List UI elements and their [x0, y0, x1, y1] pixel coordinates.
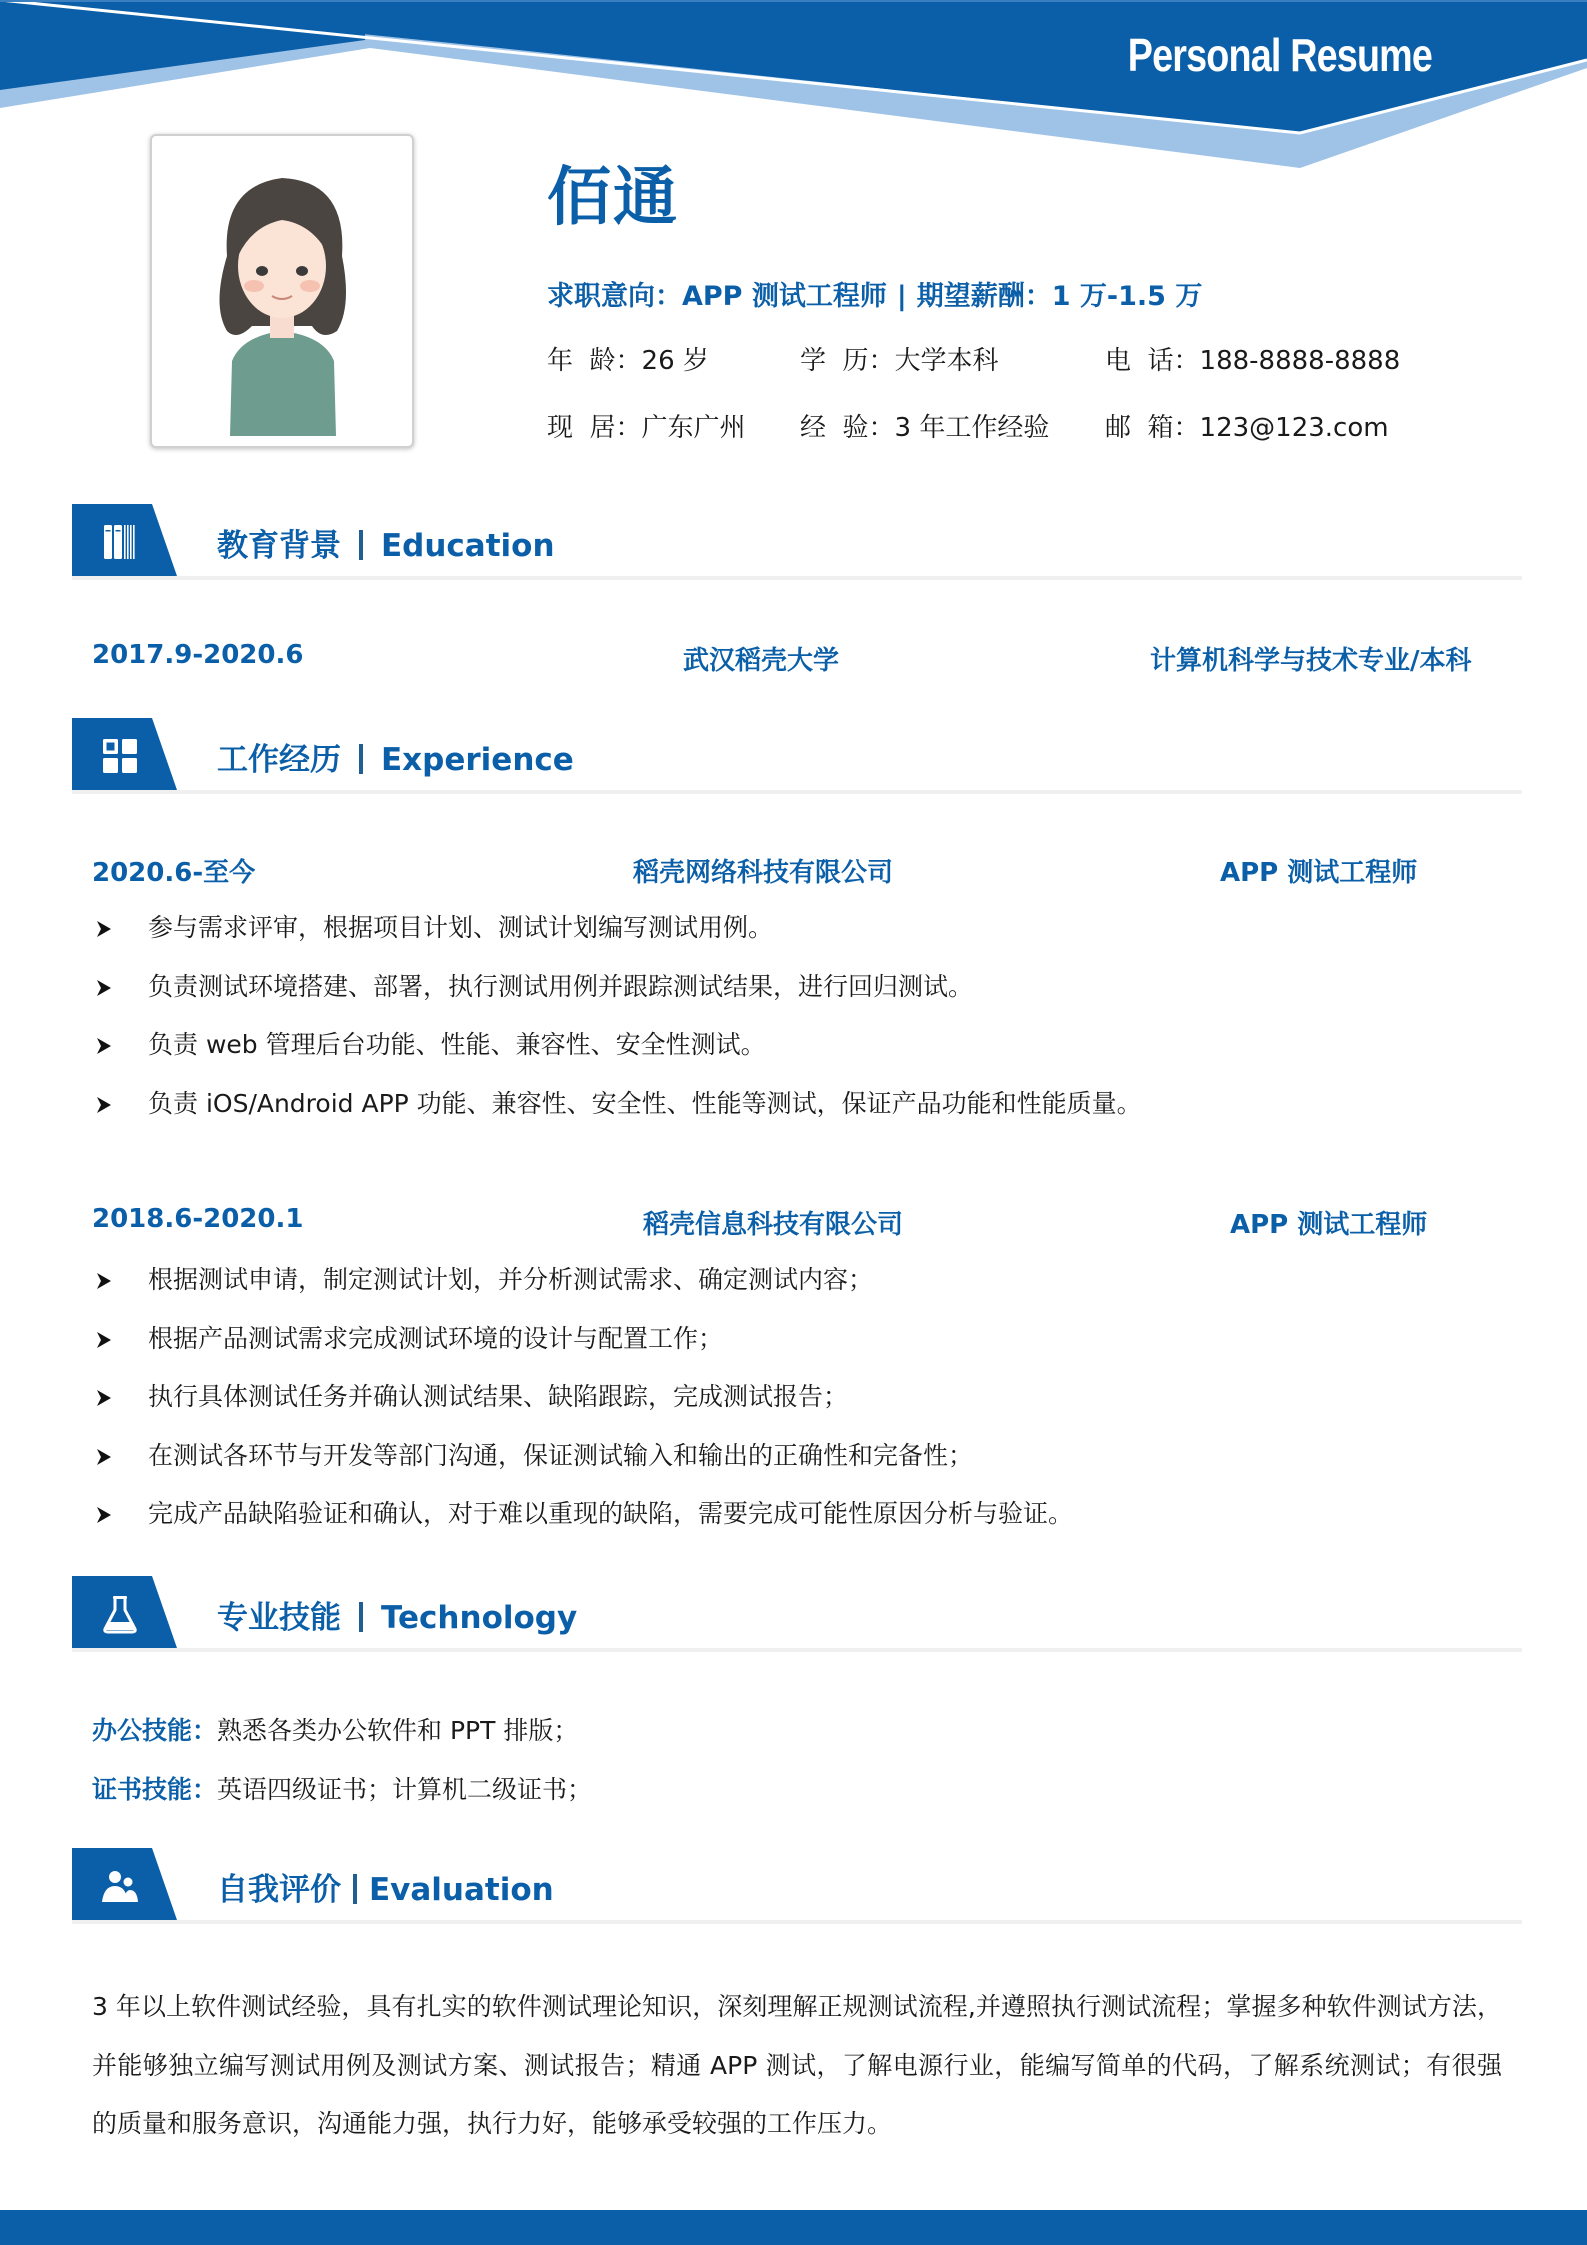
- arrow-bullet-icon: [96, 1037, 112, 1055]
- arrow-bullet-icon: [96, 1389, 112, 1407]
- skill-item-certificate: [92, 1770, 592, 1806]
- info-experience: [800, 407, 1049, 444]
- footer-bar: [0, 2210, 1587, 2245]
- job-duties-list: [92, 910, 1512, 1144]
- info-label: 现 居：: [547, 413, 642, 443]
- section-title-en: Technology: [381, 1600, 578, 1636]
- section-title-cn: 专业技能: [217, 1600, 341, 1636]
- arrow-bullet-icon: [96, 1448, 112, 1466]
- duty-item: [92, 1379, 1512, 1438]
- duty-item: [92, 1321, 1512, 1380]
- arrow-bullet-icon: [96, 1506, 112, 1524]
- section-divider: [72, 1920, 1522, 1924]
- job-company: 稻壳信息科技有限公司: [643, 1210, 904, 1240]
- info-value: 广东广州: [641, 413, 746, 443]
- duty-text: 根据测试申请，制定测试计划，并分析测试需求、确定测试内容；: [148, 1265, 874, 1294]
- skill-value: 熟悉各类办公软件和 PPT 排版；: [217, 1716, 579, 1745]
- duty-text: 完成产品缺陷验证和确认，对于难以重现的缺陷，需要完成可能性原因分析与验证。: [148, 1499, 1074, 1528]
- section-title-cn: 教育背景: [217, 528, 341, 564]
- duty-text: 参与需求评审，根据项目计划、测试计划编写测试用例。: [148, 913, 774, 942]
- duty-item: [92, 1262, 1512, 1321]
- section-divider: [72, 1648, 1522, 1652]
- info-value: 123@123.com: [1199, 413, 1389, 443]
- info-phone: [1105, 340, 1400, 377]
- section-title: [217, 520, 555, 565]
- section-header-education: [72, 504, 1522, 580]
- arrow-bullet-icon: [96, 1096, 112, 1114]
- title-bar: [359, 744, 363, 774]
- section-title: [217, 1864, 554, 1909]
- title-bar: [359, 530, 363, 560]
- section-title: [217, 1592, 577, 1637]
- job-intent-line: [547, 274, 1202, 313]
- skill-item-office: [92, 1711, 578, 1747]
- info-label: 年 龄：: [547, 346, 642, 376]
- intent-label: 求职意向：: [547, 281, 682, 312]
- info-label: 学 历：: [800, 346, 895, 376]
- duty-text: 根据产品测试需求完成测试环境的设计与配置工作；: [148, 1323, 724, 1353]
- job-period: 2018.6-2020.1: [92, 1204, 304, 1234]
- title-bar: [359, 1602, 363, 1632]
- education-school: 武汉稻壳大学: [683, 646, 840, 676]
- section-title-en: Evaluation: [369, 1872, 554, 1908]
- skill-label: 办公技能：: [92, 1716, 218, 1745]
- info-value: 大学本科: [894, 346, 999, 376]
- job-period: 2020.6-至今: [92, 858, 256, 888]
- intent-separator: |: [896, 281, 907, 312]
- info-value: 3 年工作经验: [894, 413, 1050, 443]
- section-header-evaluation: [72, 1848, 1522, 1924]
- info-age: [547, 340, 709, 377]
- section-tab: [72, 718, 177, 790]
- info-email: [1105, 407, 1389, 444]
- section-title: [217, 734, 574, 779]
- arrow-bullet-icon: [96, 920, 112, 938]
- avatar-illustration-icon: [152, 136, 412, 446]
- education-major: 计算机科学与技术专业/本科: [1150, 646, 1472, 676]
- section-title-cn: 自我评价: [217, 1872, 341, 1908]
- info-label: 经 验：: [800, 413, 895, 443]
- intent-value: APP 测试工程师: [682, 281, 887, 312]
- arrow-bullet-icon: [96, 979, 112, 997]
- info-value: 188-8888-8888: [1199, 346, 1401, 376]
- self-evaluation-text: 3 年以上软件测试经验，具有扎实的软件测试理论知识，深刻理解正规测试流程,并遵照执行测试流程；掌握多种软件测试方法，并能够独立编写测试用例及测试方案、测试报告；精通 APP 测试，了解电源行业，能编写简单的代码，了解系统测试；有很强的质量和服务意识，沟通能力强，执行力好，能够承受较强的工作压力。: [92, 1992, 1502, 2138]
- duty-item: [92, 1027, 1512, 1086]
- duty-text: 执行具体测试任务并确认测试结果、缺陷跟踪，完成测试报告；: [148, 1382, 849, 1411]
- duty-text: 负责 iOS/Android APP 功能、兼容性、安全性、性能等测试，保证产品功能和性能质量。: [148, 1088, 1142, 1118]
- info-label: 邮 箱：: [1105, 413, 1200, 443]
- section-tab: [72, 504, 177, 576]
- job-company: 稻壳网络科技有限公司: [633, 858, 894, 888]
- section-header-experience: [72, 718, 1522, 794]
- duty-text: 在测试各环节与开发等部门沟通，保证测试输入和输出的正确性和完备性；: [148, 1440, 974, 1470]
- info-value: 26 岁: [641, 346, 709, 376]
- info-residence: [547, 407, 746, 444]
- section-title-en: Experience: [381, 742, 574, 778]
- job-role: APP 测试工程师: [1220, 858, 1418, 888]
- section-tab: [72, 1848, 177, 1920]
- salary-label: 期望薪酬：: [916, 281, 1052, 312]
- section-tab: [72, 1576, 177, 1648]
- section-header-skills: [72, 1576, 1522, 1652]
- section-divider: [72, 790, 1522, 794]
- section-title-en: Education: [381, 528, 555, 564]
- education-period: 2017.9-2020.6: [92, 640, 304, 670]
- skill-label: 证书技能：: [92, 1775, 218, 1804]
- duty-item: [92, 969, 1512, 1028]
- duty-item: [92, 910, 1512, 969]
- grid-icon: [100, 736, 140, 776]
- books-icon: [100, 522, 140, 562]
- profile-photo: [150, 134, 414, 448]
- job-duties-list: [92, 1262, 1512, 1555]
- skill-value: 英语四级证书；计算机二级证书；: [217, 1775, 593, 1804]
- flask-icon: [100, 1594, 140, 1634]
- candidate-name: 佰通: [547, 161, 679, 235]
- duty-text: 负责 web 管理后台功能、性能、兼容性、安全性测试。: [148, 1030, 766, 1059]
- section-divider: [72, 576, 1522, 580]
- title-bar: [353, 1874, 357, 1904]
- info-education: [800, 340, 999, 377]
- users-icon: [100, 1866, 140, 1906]
- section-title-cn: 工作经历: [217, 742, 341, 778]
- info-label: 电 话：: [1105, 346, 1200, 376]
- duty-text: 负责测试环境搭建、部署，执行测试用例并跟踪测试结果，进行回归测试。: [148, 971, 974, 1001]
- salary-value: 1 万-1.5 万: [1051, 281, 1203, 312]
- job-role: APP 测试工程师: [1230, 1210, 1428, 1240]
- duty-item: [92, 1086, 1512, 1145]
- arrow-bullet-icon: [96, 1272, 112, 1290]
- duty-item: [92, 1496, 1512, 1555]
- duty-item: [92, 1438, 1512, 1497]
- resume-title: Personal Resume: [1127, 29, 1432, 81]
- arrow-bullet-icon: [96, 1331, 112, 1349]
